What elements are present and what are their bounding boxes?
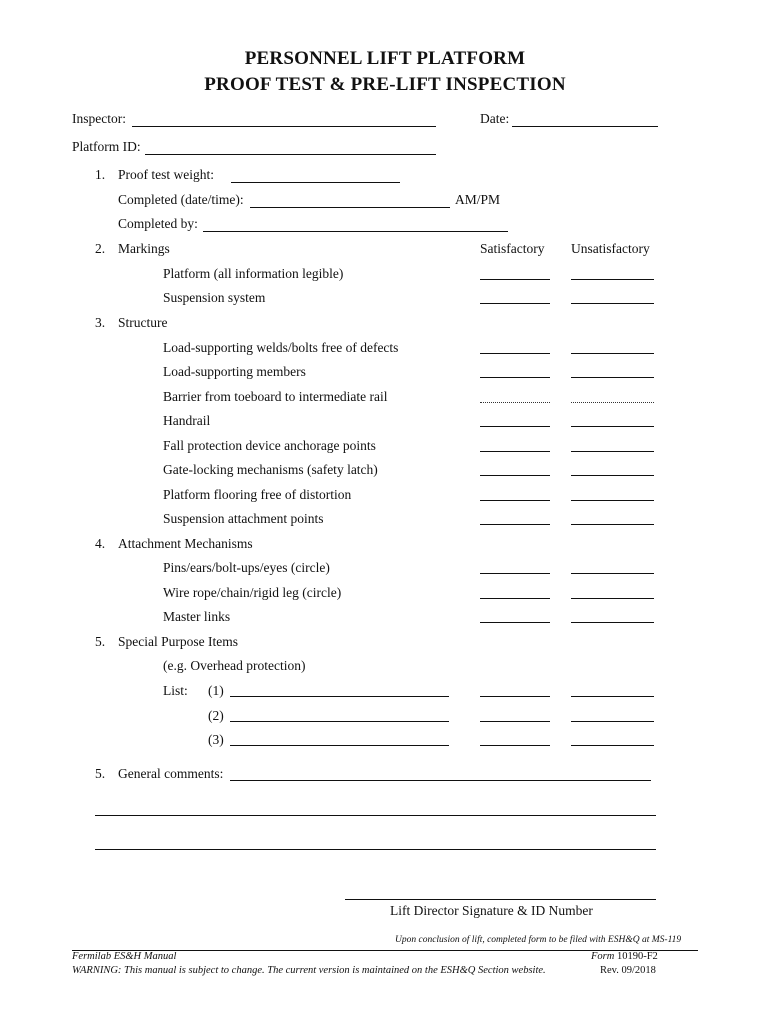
proof-weight-field[interactable] [231, 182, 400, 183]
satisfactory-field[interactable] [480, 573, 550, 574]
list-item-number: (1) [208, 683, 224, 698]
completed-by-label: Completed by: [118, 216, 198, 231]
unsatisfactory-field[interactable] [571, 377, 654, 378]
checklist-item: Suspension attachment points [163, 511, 324, 526]
ampm-label: AM/PM [455, 192, 501, 207]
completed-by-field[interactable] [203, 231, 508, 232]
satisfactory-field[interactable] [480, 721, 550, 722]
general-comments-line[interactable] [95, 849, 656, 850]
manual-name: Fermilab ES&H Manual [72, 951, 177, 962]
checklist-item: Suspension system [163, 290, 266, 305]
unsatisfactory-field[interactable] [571, 426, 654, 427]
section5-number: 5. [95, 634, 106, 649]
checklist-item: Pins/ears/bolt-ups/eyes (circle) [163, 560, 330, 575]
section2-number: 2. [95, 241, 106, 256]
unsatisfactory-field[interactable] [571, 598, 654, 599]
signature-line[interactable] [345, 899, 656, 900]
form-number: 10190-F2 [616, 951, 658, 962]
checklist-item: Master links [163, 609, 231, 624]
completed-datetime-field[interactable] [250, 207, 450, 208]
date-label: Date: [480, 111, 510, 126]
special-item-field[interactable] [230, 745, 449, 746]
checklist-item: Gate-locking mechanisms (safety latch) [163, 462, 378, 477]
unsatisfactory-field[interactable] [571, 475, 654, 476]
checklist-item: Platform flooring free of distortion [163, 487, 352, 502]
unsatisfactory-field[interactable] [571, 696, 654, 697]
satisfactory-field[interactable] [480, 279, 550, 280]
satisfactory-field[interactable] [480, 524, 550, 525]
satisfactory-field[interactable] [480, 696, 550, 697]
date-field[interactable] [512, 126, 658, 127]
filing-note: Upon conclusion of lift, completed form to be filed with ESH&Q at MS-119 [395, 935, 682, 945]
unsatisfactory-field[interactable] [571, 622, 654, 623]
satisfactory-field[interactable] [480, 745, 550, 746]
checklist-item: Load-supporting welds/bolts free of defects [163, 340, 399, 355]
unsatisfactory-field[interactable] [571, 402, 654, 403]
satisfactory-field[interactable] [480, 475, 550, 476]
unsatisfactory-header: Unsatisfactory [571, 241, 650, 256]
form-number-block [591, 951, 658, 962]
checklist-item: Platform (all information legible) [163, 266, 344, 281]
satisfactory-field[interactable] [480, 353, 550, 354]
section6-number: 5. [95, 766, 106, 781]
platform-id-field[interactable] [145, 154, 436, 155]
satisfactory-field[interactable] [480, 598, 550, 599]
unsatisfactory-field[interactable] [571, 524, 654, 525]
checklist-item: Fall protection device anchorage points [163, 438, 376, 453]
unsatisfactory-field[interactable] [571, 303, 654, 304]
unsatisfactory-field[interactable] [571, 745, 654, 746]
section1-number: 1. [95, 167, 106, 182]
signature-label: Lift Director Signature & ID Number [390, 903, 593, 918]
unsatisfactory-field[interactable] [571, 721, 654, 722]
unsatisfactory-field[interactable] [571, 573, 654, 574]
list-label: List: [163, 683, 188, 698]
platform-id-label: Platform ID: [72, 139, 141, 154]
satisfactory-field[interactable] [480, 303, 550, 304]
section3-title: Structure [118, 315, 168, 330]
satisfactory-field[interactable] [480, 451, 550, 452]
general-comments-line[interactable] [95, 815, 656, 816]
form-prefix: Form [591, 951, 615, 962]
warning-text: WARNING: This manual is subject to change. The current version is maintained on the ESH&Q Section website. [72, 965, 546, 976]
checklist-item: Barrier from toeboard to intermediate rail [163, 389, 388, 404]
general-comments-label: General comments: [118, 766, 224, 781]
section5-title: Special Purpose Items [118, 634, 238, 649]
section4-title: Attachment Mechanisms [118, 536, 253, 551]
satisfactory-field[interactable] [480, 377, 550, 378]
satisfactory-field[interactable] [480, 500, 550, 501]
satisfactory-field[interactable] [480, 622, 550, 623]
revision: Rev. 09/2018 [600, 965, 656, 976]
inspector-label: Inspector: [72, 111, 126, 126]
section3-number: 3. [95, 315, 106, 330]
satisfactory-field[interactable] [480, 426, 550, 427]
unsatisfactory-field[interactable] [571, 451, 654, 452]
unsatisfactory-field[interactable] [571, 500, 654, 501]
satisfactory-field[interactable] [480, 402, 550, 403]
special-item-field[interactable] [230, 721, 449, 722]
checklist-item: Load-supporting members [163, 364, 306, 379]
satisfactory-header: Satisfactory [480, 241, 545, 256]
page-title-line1: PERSONNEL LIFT PLATFORM [244, 48, 526, 69]
unsatisfactory-field[interactable] [571, 279, 654, 280]
general-comments-field[interactable] [230, 780, 651, 781]
list-item-number: (2) [208, 708, 224, 723]
checklist-item: Wire rope/chain/rigid leg (circle) [163, 585, 342, 600]
inspector-field[interactable] [132, 126, 436, 127]
page-title-line2: PROOF TEST & PRE-LIFT INSPECTION [204, 74, 566, 95]
completed-datetime-label: Completed (date/time): [118, 192, 244, 207]
section4-number: 4. [95, 536, 106, 551]
section2-title: Markings [118, 241, 170, 256]
section5-example: (e.g. Overhead protection) [163, 658, 306, 673]
unsatisfactory-field[interactable] [571, 353, 654, 354]
list-item-number: (3) [208, 732, 224, 747]
special-item-field[interactable] [230, 696, 449, 697]
proof-weight-label: Proof test weight: [118, 167, 214, 182]
checklist-item: Handrail [163, 413, 211, 428]
